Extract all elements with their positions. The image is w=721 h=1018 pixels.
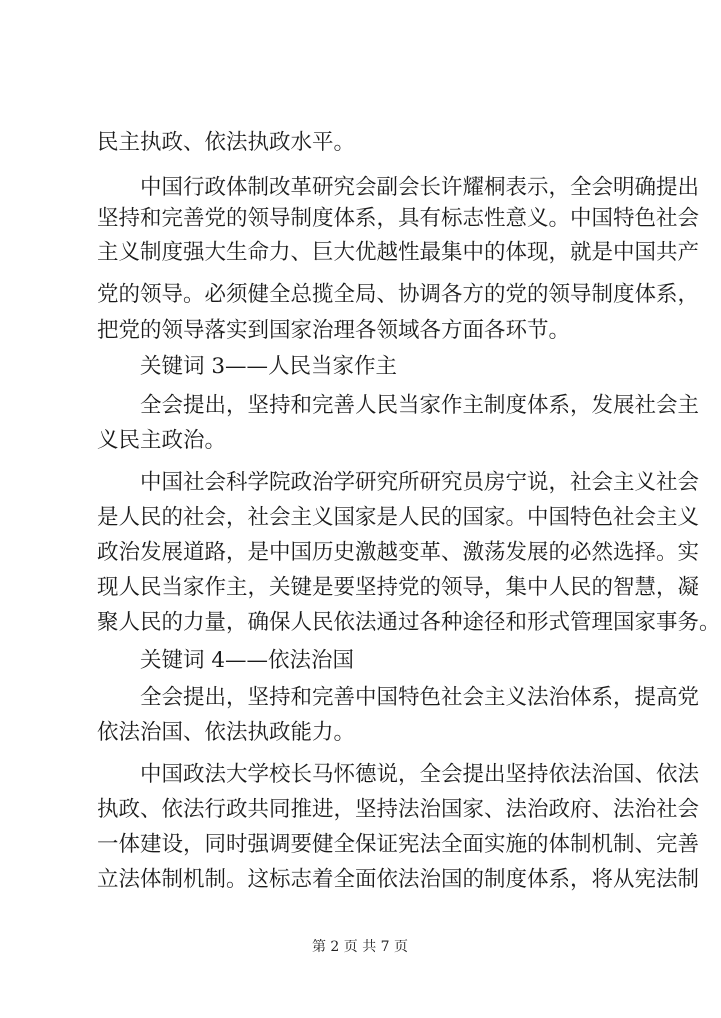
paragraph-line: 中国行政体制改革研究会副会长许耀桐表示，全会明确提出	[140, 175, 700, 200]
paragraph-line: 是人民的社会，社会主义国家是人民的国家。中国特色社会主义	[97, 505, 700, 530]
paragraph-line: 坚持和完善党的领导制度体系，具有标志性意义。中国特色社会	[97, 206, 700, 231]
paragraph-line: 党的领导。必须健全总揽全局、协调各方的党的领导制度体系，	[97, 282, 700, 307]
paragraph-line: 中国社会科学院政治学研究所研究员房宁说，社会主义社会	[140, 470, 700, 495]
paragraph-line: 立法体制机制。这标志着全面依法治国的制度体系，将从宪法制	[97, 867, 700, 892]
paragraph-line: 执政、依法行政共同推进，坚持法治国家、法治政府、法治社会	[97, 797, 700, 822]
paragraph-line: 中国政法大学校长马怀德说，全会提出坚持依法治国、依法	[140, 762, 700, 787]
paragraph-line: 主义制度强大生命力、巨大优越性最集中的体现，就是中国共产	[97, 240, 700, 265]
paragraph-line: 现人民当家作主，关键是要坚持党的领导，集中人民的智慧，凝	[97, 575, 700, 600]
section-keyword-heading: 关键词 3——人民当家作主	[140, 354, 398, 379]
section-keyword-heading: 关键词 4——依法治国	[140, 648, 355, 673]
paragraph-line: 一体建设，同时强调要健全保证宪法全面实施的体制机制、完善	[97, 832, 700, 857]
paragraph-line: 政治发展道路，是中国历史激越变革、激荡发展的必然选择。实	[97, 540, 700, 565]
paragraph-line: 民主执政、依法执政水平。	[97, 130, 356, 155]
paragraph-line: 全会提出，坚持和完善人民当家作主制度体系，发展社会主	[140, 393, 700, 418]
paragraph-line: 依法治国、依法执政能力。	[97, 720, 356, 745]
page-number-footer: 第 2 页 共 7 页	[311, 939, 409, 955]
paragraph-line: 把党的领导落实到国家治理各领域各方面各环节。	[97, 318, 571, 343]
paragraph-line: 全会提出，坚持和完善中国特色社会主义法治体系，提高党	[140, 685, 700, 710]
paragraph-line: 义民主政治。	[97, 428, 227, 453]
paragraph-line: 聚人民的力量，确保人民依法通过各种途径和形式管理国家事务。	[97, 610, 721, 635]
